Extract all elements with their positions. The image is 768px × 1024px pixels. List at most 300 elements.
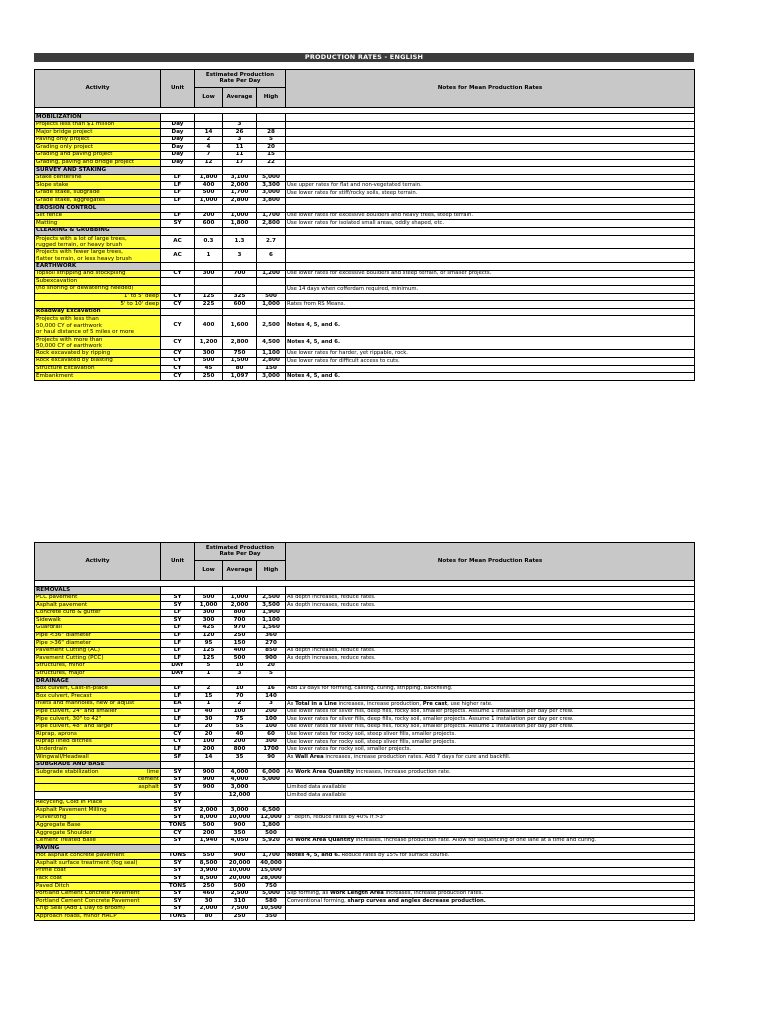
- activity-cell: Subexcavation: [35, 278, 161, 286]
- empty-cell: [286, 761, 695, 769]
- note-cell: [286, 174, 695, 182]
- unit-cell: LF: [161, 723, 195, 731]
- average-cell: 10,000: [223, 814, 257, 822]
- note-emphasis: Work Length Area: [329, 890, 384, 897]
- table-row: [35, 121, 695, 129]
- empty-cell: [257, 167, 286, 175]
- high-cell: [257, 278, 286, 286]
- unit-cell: [161, 285, 195, 293]
- section-title: EROSION CONTROL: [35, 205, 161, 213]
- activity-cell: Major bridge project: [35, 129, 161, 137]
- average-cell: 10: [223, 662, 257, 670]
- section-header-row: [35, 678, 695, 686]
- empty-cell: [286, 308, 695, 316]
- activity-sublabel: lime: [147, 768, 159, 775]
- high-cell: 15: [257, 151, 286, 159]
- unit-cell: SY: [161, 898, 195, 906]
- low-cell: 1,000: [195, 197, 223, 205]
- low-cell: 14: [195, 754, 223, 762]
- col-header-average: Average: [223, 561, 257, 581]
- note-emphasis: Total in a Line: [295, 700, 337, 707]
- low-cell: 200: [195, 830, 223, 838]
- high-cell: 150: [257, 365, 286, 373]
- note-cell: Use lower rates for silver fills, deep fills, rocky soil, smaller projects. Assume 1 installation per day per crew.: [286, 716, 695, 724]
- note-cell: [286, 860, 695, 868]
- average-cell: [223, 278, 257, 286]
- average-cell: 700: [223, 270, 257, 278]
- unit-cell: CY: [161, 738, 195, 746]
- table-row: [35, 814, 695, 822]
- activity-cell: Structure Excavation: [35, 365, 161, 373]
- note-cell: [286, 609, 695, 617]
- average-cell: 1,097: [223, 373, 257, 381]
- average-cell: 10: [223, 685, 257, 693]
- unit-cell: SY: [161, 814, 195, 822]
- table-row: [35, 350, 695, 358]
- low-cell: 2,000: [195, 905, 223, 913]
- high-cell: 5,000: [257, 174, 286, 182]
- activity-cell: [35, 316, 161, 336]
- unit-cell: LF: [161, 716, 195, 724]
- high-cell: 1,100: [257, 617, 286, 625]
- note-cell: [286, 693, 695, 701]
- note-cell: [286, 830, 695, 838]
- activity-cell: Prime coat: [35, 867, 161, 875]
- table-row: [35, 700, 695, 708]
- note-cell: [286, 754, 695, 762]
- unit-cell: SY: [161, 602, 195, 610]
- note-emphasis: Pre cast: [422, 700, 448, 707]
- activity-cell: (no shoring or dewatering needed): [35, 285, 161, 293]
- average-cell: 350: [223, 830, 257, 838]
- table-row: [35, 776, 695, 784]
- activity-cell: Asphalt Pavement Milling: [35, 807, 161, 815]
- note-text: Slip forming, as: [287, 890, 330, 897]
- table-row: [35, 144, 695, 152]
- empty-cell: [161, 205, 195, 213]
- table-row: [35, 860, 695, 868]
- table-row: [35, 685, 695, 693]
- note-cell: [286, 617, 695, 625]
- average-cell: 55: [223, 723, 257, 731]
- activity-line: flatter terrain, or less heavy brush: [36, 255, 132, 262]
- col-header-notes: Notes for Mean Production Rates: [286, 543, 695, 581]
- section-title: EARTHWORK: [35, 263, 161, 271]
- low-cell: 300: [195, 609, 223, 617]
- unit-cell: LF: [161, 609, 195, 617]
- average-cell: 1,600: [223, 316, 257, 336]
- unit-cell: CY: [161, 316, 195, 336]
- activity-cell: Pulverizing: [35, 814, 161, 822]
- low-cell: 1: [195, 249, 223, 263]
- activity-cell: Aggregate Base: [35, 822, 161, 830]
- note-cell: Use upper rates for flat and non-vegetated terrain.: [286, 182, 695, 190]
- table-row: [35, 357, 695, 365]
- low-cell: 7: [195, 151, 223, 159]
- low-cell: 225: [195, 301, 223, 309]
- average-cell: 900: [223, 822, 257, 830]
- empty-cell: [286, 587, 695, 595]
- table-row: [35, 174, 695, 182]
- note-cell: [286, 799, 695, 807]
- activity-cell: Paving only project: [35, 136, 161, 144]
- activity-cell: Guardrail: [35, 624, 161, 632]
- section-title: SUBGRADE AND BASE: [35, 761, 161, 769]
- average-cell: 500: [223, 883, 257, 891]
- activity-cell: Projects less than $1 million: [35, 121, 161, 129]
- note-cell: [286, 867, 695, 875]
- empty-cell: [257, 761, 286, 769]
- unit-cell: CY: [161, 270, 195, 278]
- low-cell: 460: [195, 890, 223, 898]
- unit-cell: [161, 278, 195, 286]
- note-cell: [286, 769, 695, 777]
- high-cell: 2,500: [257, 316, 286, 336]
- high-cell: 350: [257, 913, 286, 921]
- activity-cell: [35, 792, 161, 800]
- activity-cell: [35, 235, 161, 249]
- empty-cell: [257, 678, 286, 686]
- average-cell: 600: [223, 301, 257, 309]
- low-cell: 600: [195, 220, 223, 228]
- table-2-body: [35, 587, 695, 921]
- high-cell: [257, 784, 286, 792]
- unit-cell: Day: [161, 129, 195, 137]
- note-emphasis: Wall Area: [295, 753, 324, 760]
- average-cell: 20,000: [223, 860, 257, 868]
- table-row: [35, 905, 695, 913]
- unit-cell: AC: [161, 249, 195, 263]
- unit-cell: LF: [161, 197, 195, 205]
- empty-cell: [223, 308, 257, 316]
- activity-cell: Pipe culvert, 48" and larger: [35, 723, 161, 731]
- high-cell: 360: [257, 632, 286, 640]
- table-row: [35, 624, 695, 632]
- high-cell: 900: [257, 655, 286, 663]
- note-cell: Use lower rates for rocky soil, smaller projects.: [286, 746, 695, 754]
- activity-cell: Hot asphalt concrete pavement: [35, 852, 161, 860]
- unit-cell: CY: [161, 336, 195, 350]
- note-cell: [286, 807, 695, 815]
- unit-cell: LF: [161, 693, 195, 701]
- activity-cell: 1' to 5' deep: [35, 293, 161, 301]
- note-cell: Use 14 days when cofferdam required, minimum.: [286, 285, 695, 293]
- note-cell: [286, 913, 695, 921]
- average-cell: 800: [223, 609, 257, 617]
- note-cell: Add 19 days for forming, casting, curing, stripping, backfilling.: [286, 685, 695, 693]
- empty-cell: [257, 114, 286, 122]
- production-rates-table-1: [34, 69, 695, 381]
- empty-cell: [286, 845, 695, 853]
- average-cell: 970: [223, 624, 257, 632]
- unit-cell: CY: [161, 350, 195, 358]
- unit-cell: SY: [161, 860, 195, 868]
- col-header-activity: Activity: [35, 70, 161, 108]
- note-text: As: [287, 753, 296, 760]
- table-row: [35, 670, 695, 678]
- note-cell: As depth increases, reduce rates.: [286, 594, 695, 602]
- table-row: [35, 136, 695, 144]
- empty-cell: [257, 308, 286, 316]
- unit-cell: Day: [161, 151, 195, 159]
- empty-cell: [286, 678, 695, 686]
- empty-cell: [161, 761, 195, 769]
- table-row: [35, 822, 695, 830]
- activity-cell: Roadway Excavation: [35, 308, 161, 316]
- note-cell: [286, 144, 695, 152]
- table-row: [35, 632, 695, 640]
- table-row: [35, 799, 695, 807]
- empty-cell: [195, 845, 223, 853]
- average-cell: 500: [223, 655, 257, 663]
- high-cell: [257, 792, 286, 800]
- note-cell: [286, 129, 695, 137]
- activity-cell: Pipe >36" diameter: [35, 640, 161, 648]
- col-header-low: Low: [195, 88, 223, 108]
- table-row: [35, 883, 695, 891]
- empty-cell: [286, 205, 695, 213]
- low-cell: 200: [195, 746, 223, 754]
- unit-cell: CY: [161, 731, 195, 739]
- average-cell: 310: [223, 898, 257, 906]
- average-cell: 700: [223, 617, 257, 625]
- low-cell: 80: [195, 913, 223, 921]
- activity-cell: Riprap, aprons: [35, 731, 161, 739]
- average-cell: 2,800: [223, 197, 257, 205]
- activity-cell: PCC pavement: [35, 594, 161, 602]
- table-row: [35, 746, 695, 754]
- average-cell: 40: [223, 731, 257, 739]
- average-cell: 1,700: [223, 189, 257, 197]
- low-cell: 900: [195, 776, 223, 784]
- activity-cell: Cement Treated Base: [35, 837, 161, 845]
- note-text: Reduce rates by 15% for surface course.: [339, 852, 450, 859]
- unit-cell: LF: [161, 685, 195, 693]
- section-header-row: [35, 205, 695, 213]
- average-cell: 1,800: [223, 220, 257, 228]
- low-cell: 1,800: [195, 174, 223, 182]
- section-header-row: [35, 587, 695, 595]
- high-cell: 1700: [257, 746, 286, 754]
- high-cell: 4,500: [257, 336, 286, 350]
- high-cell: 500: [257, 830, 286, 838]
- table-row: [35, 716, 695, 724]
- low-cell: 300: [195, 617, 223, 625]
- unit-cell: LF: [161, 655, 195, 663]
- average-cell: 3: [223, 136, 257, 144]
- empty-cell: [223, 227, 257, 235]
- low-cell: 2: [195, 136, 223, 144]
- table-row: [35, 182, 695, 190]
- table-row: [35, 278, 695, 286]
- activity-line: or haul distance of 5 miles or more: [36, 329, 135, 336]
- average-cell: 250: [223, 913, 257, 921]
- table-row: [35, 837, 695, 845]
- high-cell: 3,500: [257, 602, 286, 610]
- table-row: [35, 270, 695, 278]
- high-cell: 3,000: [257, 373, 286, 381]
- unit-cell: SY: [161, 792, 195, 800]
- activity-line: Projects with more than: [36, 336, 103, 343]
- empty-cell: [257, 845, 286, 853]
- table-row: [35, 867, 695, 875]
- empty-cell: [257, 263, 286, 271]
- table-row: [35, 655, 695, 663]
- table-row: [35, 830, 695, 838]
- table-row: [35, 336, 695, 350]
- note-text: increases, increase production rate. Allow for sequencing of one lane at a time and curing.: [354, 837, 597, 844]
- note-cell: [286, 278, 695, 286]
- high-cell: 140: [257, 693, 286, 701]
- empty-cell: [161, 167, 195, 175]
- note-cell: [286, 905, 695, 913]
- note-cell: Limited data available: [286, 784, 695, 792]
- low-cell: 30: [195, 716, 223, 724]
- average-cell: 4,050: [223, 837, 257, 845]
- unit-cell: LF: [161, 182, 195, 190]
- note-emphasis: Work Area Quantity: [295, 837, 355, 844]
- average-cell: [223, 799, 257, 807]
- high-cell: 3,800: [257, 197, 286, 205]
- activity-cell: Slope stake: [35, 182, 161, 190]
- unit-cell: CY: [161, 373, 195, 381]
- empty-cell: [286, 263, 695, 271]
- note-cell: [286, 776, 695, 784]
- unit-cell: AC: [161, 235, 195, 249]
- low-cell: 45: [195, 365, 223, 373]
- note-cell: [286, 837, 695, 845]
- unit-cell: LF: [161, 624, 195, 632]
- table-row: [35, 647, 695, 655]
- note-cell: As depth increases, reduce rates.: [286, 602, 695, 610]
- activity-cell: Rock excavated by blasting: [35, 357, 161, 365]
- activity-cell: Sidewalk: [35, 617, 161, 625]
- activity-cell: Matting: [35, 220, 161, 228]
- unit-cell: SY: [161, 807, 195, 815]
- low-cell: 100: [195, 738, 223, 746]
- note-cell: Limited data available: [286, 792, 695, 800]
- note-cell: Use lower rates for silver fills, deep fills, rocky soil, smaller projects. Assume 1 installation per day per crew.: [286, 708, 695, 716]
- note-text: increases, increase production rates.: [383, 890, 484, 897]
- note-cell: [286, 365, 695, 373]
- activity-cell: Grade stake, subgrade: [35, 189, 161, 197]
- unit-cell: Day: [161, 121, 195, 129]
- unit-cell: LF: [161, 708, 195, 716]
- unit-cell: CY: [161, 365, 195, 373]
- note-cell: Use lower rates for rocky soil, steep sliver fills, smaller projects.: [286, 738, 695, 746]
- table-row: [35, 373, 695, 381]
- note-text: As: [287, 837, 296, 844]
- low-cell: 550: [195, 852, 223, 860]
- note-cell: [286, 890, 695, 898]
- col-header-unit: Unit: [161, 70, 195, 108]
- activity-cell: Chip Seal (Add 1 Day to Broom): [35, 905, 161, 913]
- table-row: [35, 609, 695, 617]
- high-cell: 200: [257, 708, 286, 716]
- empty-cell: [161, 227, 195, 235]
- note-cell: Use lower rates for isolated small areas, oddly shaped, etc.: [286, 220, 695, 228]
- average-cell: 750: [223, 350, 257, 358]
- note-cell: 3" depth, reduce rates by 40% if >3": [286, 814, 695, 822]
- note-cell: [286, 293, 695, 301]
- unit-cell: TONS: [161, 913, 195, 921]
- note-cell: [286, 121, 695, 129]
- empty-cell: [257, 205, 286, 213]
- unit-cell: CY: [161, 357, 195, 365]
- average-cell: 35: [223, 754, 257, 762]
- unit-cell: SY: [161, 617, 195, 625]
- note-text: , use higher rate.: [447, 700, 493, 707]
- activity-cell: [35, 769, 161, 777]
- empty-cell: [195, 205, 223, 213]
- high-cell: [257, 121, 286, 129]
- activity-cell: Structures, major: [35, 670, 161, 678]
- average-cell: 26: [223, 129, 257, 137]
- high-cell: 270: [257, 640, 286, 648]
- table-row: [35, 151, 695, 159]
- note-cell: [286, 624, 695, 632]
- average-cell: 3,000: [223, 807, 257, 815]
- note-cell: [286, 632, 695, 640]
- section-title: MOBILIZATION: [35, 114, 161, 122]
- average-cell: 3,100: [223, 174, 257, 182]
- high-cell: 300: [257, 738, 286, 746]
- low-cell: 900: [195, 769, 223, 777]
- average-cell: 3,000: [223, 784, 257, 792]
- table-row: [35, 708, 695, 716]
- high-cell: 90: [257, 754, 286, 762]
- activity-cell: Asphalt surface treatment (fog seal): [35, 860, 161, 868]
- empty-cell: [223, 167, 257, 175]
- activity-line: rugged terrain, or heavy brush: [36, 241, 123, 248]
- unit-cell: Day: [161, 144, 195, 152]
- average-cell: 12,000: [223, 792, 257, 800]
- note-cell: Use lower rates for stiff/rocky soils, steep terrain.: [286, 189, 695, 197]
- empty-cell: [286, 167, 695, 175]
- unit-cell: SY: [161, 837, 195, 845]
- activity-cell: Pipe culvert, 24" and smaller: [35, 708, 161, 716]
- empty-cell: [161, 263, 195, 271]
- high-cell: 60: [257, 731, 286, 739]
- table-row: [35, 293, 695, 301]
- unit-cell: EA: [161, 700, 195, 708]
- empty-cell: [161, 587, 195, 595]
- activity-cell: 5' to 10' deep: [35, 301, 161, 309]
- empty-cell: [223, 678, 257, 686]
- average-cell: 1,000: [223, 212, 257, 220]
- high-cell: 12,000: [257, 814, 286, 822]
- high-cell: 1,200: [257, 270, 286, 278]
- high-cell: 20: [257, 144, 286, 152]
- low-cell: [195, 792, 223, 800]
- low-cell: 12: [195, 159, 223, 167]
- low-cell: 400: [195, 316, 223, 336]
- activity-cell: Asphalt pavement: [35, 602, 161, 610]
- activity-cell: asphalt: [35, 784, 161, 792]
- activity-cell: Recycling, Cold In Place: [35, 799, 161, 807]
- empty-cell: [161, 114, 195, 122]
- col-header-average: Average: [223, 88, 257, 108]
- average-cell: 2,000: [223, 182, 257, 190]
- note-cell: [286, 883, 695, 891]
- table-row: [35, 197, 695, 205]
- table-row: [35, 212, 695, 220]
- activity-cell: Tack coat: [35, 875, 161, 883]
- col-header-high: High: [257, 88, 286, 108]
- high-cell: 3,300: [257, 182, 286, 190]
- unit-cell: TONS: [161, 883, 195, 891]
- unit-cell: Day: [161, 136, 195, 144]
